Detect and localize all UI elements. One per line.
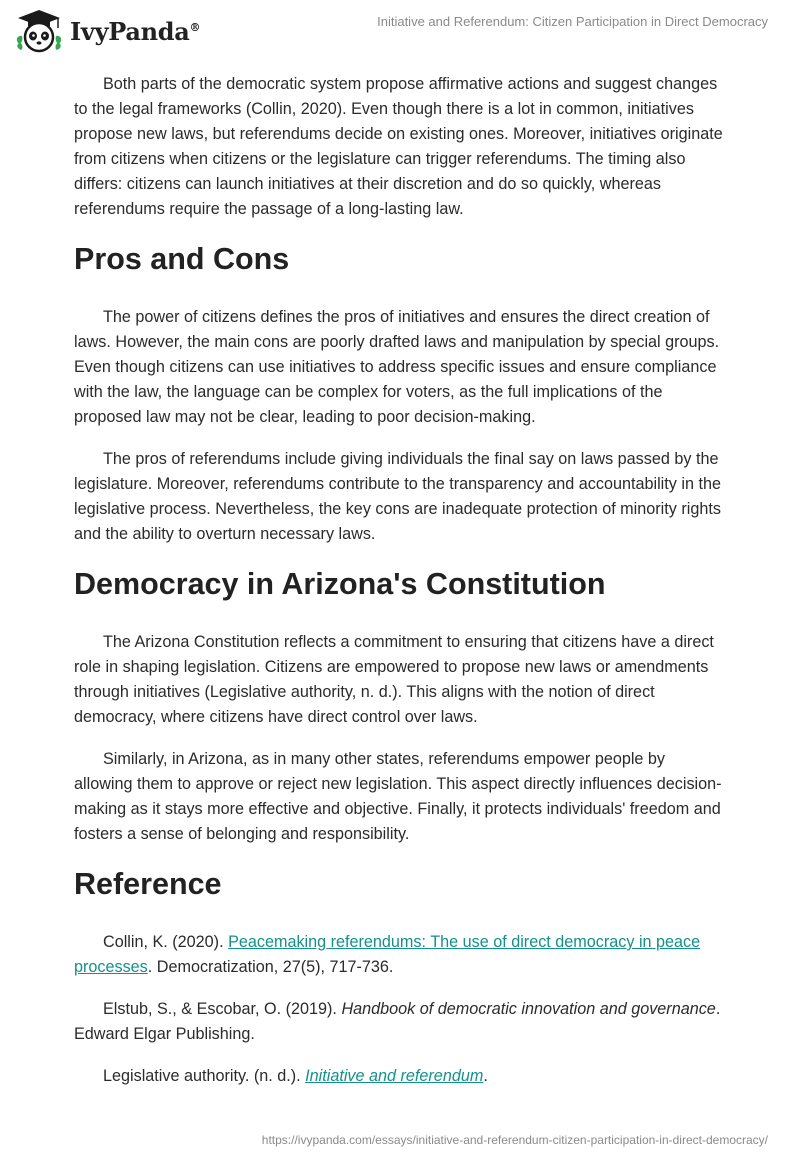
logo-text: IvyPanda®	[70, 16, 201, 46]
reference-item: Legislative authority. (n. d.). Initiative and referendum.	[103, 1067, 488, 1085]
reference-item: Elstub, S., & Escobar, O. (2019). Handbook of democratic innovation and governance. Edward Elgar Publishing.	[74, 1000, 721, 1043]
source-url: https://ivypanda.com/essays/initiative-and-referendum-citizen-participation-in-direct-democracy/	[261, 1133, 768, 1147]
reference-link[interactable]: Initiative and referendum	[305, 1067, 484, 1085]
arizona-paragraph-1: The Arizona Constitution reflects a commitment to ensuring that citizens have a direct role in shaping legislation. Citizens are empowered to propose new laws or amendments through initiatives (Legislative authority, n. d.). This aligns with the notion of direct democracy, where citizens have direct control over laws.	[74, 633, 714, 726]
pros-cons-paragraph-2: The pros of referendums include giving individuals the final say on laws passed by the legislature. Moreover, referendums contribute to the transparency and accountability in the legislative process. Nevertheless, the key cons are inadequate protection of minority rights and the ability to overturn necessary laws.	[74, 450, 721, 543]
pros-cons-paragraph-1: The power of citizens defines the pros of initiatives and ensures the direct creation of laws. However, the main cons are poorly drafted laws and manipulation by special groups. Even though citizens can use initiatives to address specific issues and ensure compliance with the law, the language can be complex for voters, as the full implications of the proposed law may not be clear, leading to poor decision-making.	[74, 308, 720, 426]
essay-body	[74, 72, 726, 1106]
panda-graduate-icon	[14, 8, 64, 54]
pros-cons-heading: Pros and Cons	[74, 242, 290, 276]
reference-title: Handbook of democratic innovation and governance	[341, 1000, 716, 1018]
arizona-paragraph-2: Similarly, in Arizona, as in many other states, referendums empower people by allowing them to approve or reject new legislation. This aspect directly influences decision-making as it stays more effective and objective. Finally, it protects individuals' freedom and fosters a sense of belonging and responsibility.	[74, 750, 722, 843]
page-header	[0, 0, 800, 60]
document-title: Initiative and Referendum: Citizen Participation in Direct Democracy	[377, 14, 768, 29]
reference-link[interactable]: Peacemaking referendums: The use of direct democracy in peace processes	[74, 933, 701, 976]
ivypanda-logo[interactable]	[14, 8, 200, 54]
reference-heading: Reference	[74, 867, 222, 901]
reference-item: Collin, K. (2020). Peacemaking referendums: The use of direct democracy in peace processes. Democratization, 27(5), 717-736.	[74, 933, 701, 976]
arizona-heading: Democracy in Arizona's Constitution	[74, 567, 606, 601]
intro-paragraph: Both parts of the democratic system propose affirmative actions and suggest changes to the legal frameworks (Collin, 2020). Even though there is a lot in common, initiatives propose new laws, but referendums decide on existing ones. Moreover, initiatives originate from citizens when citizens or the legislature can trigger referendums. The timing also differs: citizens can launch initiatives at their discretion and do so quickly, whereas referendums require the passage of a long-lasting law.	[74, 75, 723, 218]
